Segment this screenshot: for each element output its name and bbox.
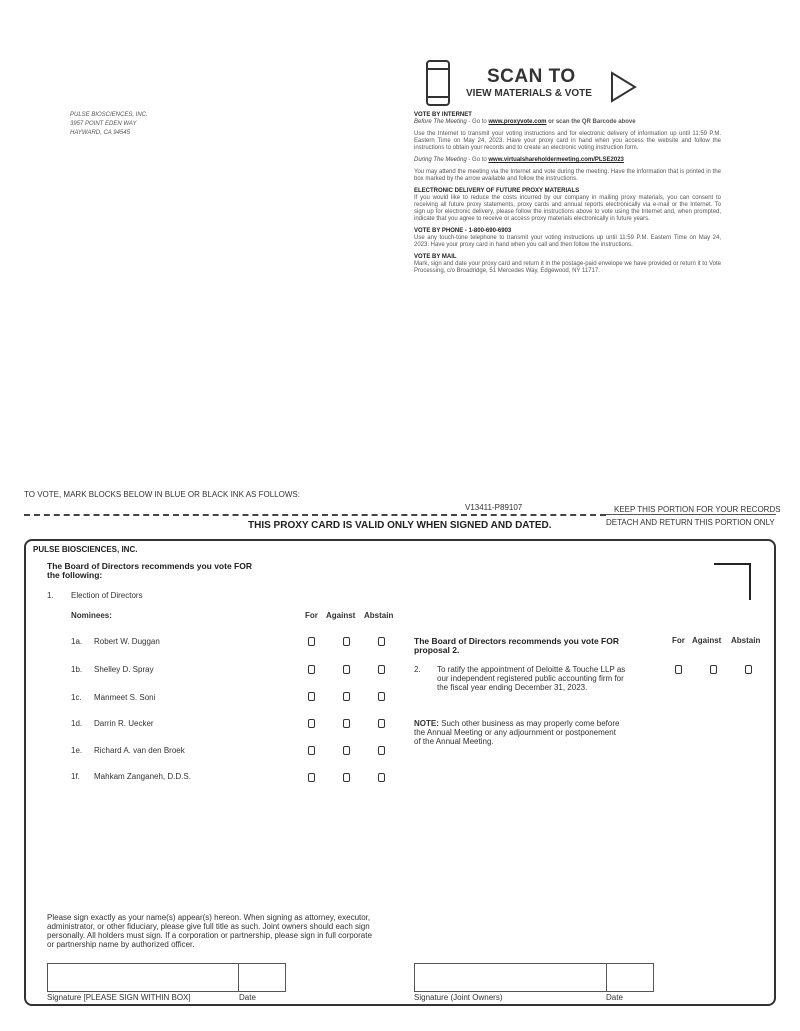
nominee-num: 1d.	[71, 719, 83, 728]
keep-portion-text: KEEP THIS PORTION FOR YOUR RECORDS	[614, 505, 781, 514]
before-meeting-line	[414, 119, 721, 126]
vote-against-checkbox[interactable]	[343, 746, 350, 755]
col-abstain-1: Abstain	[364, 611, 394, 620]
joint-date-label: Date	[606, 993, 623, 1002]
mail-heading: VOTE BY MAIL	[414, 254, 457, 260]
mark-instructions: TO VOTE, MARK BLOCKS BELOW IN BLUE OR BLACK INK AS FOLLOWS:	[24, 490, 300, 499]
scan-title: SCAN TO	[487, 66, 576, 87]
note-line2: the Annual Meeting or any adjournment or postponement	[414, 728, 616, 737]
recommendation-2-line2: proposal 2.	[414, 645, 460, 655]
signing-line2: administrator, or other fiduciary, please give full title as such. Joint owners should each sign	[47, 922, 370, 931]
col-against-2: Against	[692, 636, 722, 645]
vote-for-checkbox[interactable]	[308, 692, 315, 701]
signature-box[interactable]	[47, 963, 286, 992]
item-2-line2: our independent registered public accounting firm for	[437, 674, 624, 683]
vote-for-checkbox[interactable]	[308, 665, 315, 674]
note-line3: of the Annual Meeting.	[414, 737, 494, 746]
nominee-name: Shelley D. Spray	[94, 665, 154, 674]
during-meeting-label: During The Meeting	[414, 157, 467, 163]
edelivery-text: If you would like to reduce the costs incurred by our company in mailing proxy materials, you can consent to receiving all future proxy statements, proxy cards and annual reports electronically via e-mail or the Internet. To sign up for electronic delivery, please follow the instructions above to vote using the Internet and, when prompted, indicate that you agree to receive or access proxy materials electronically in future years.	[414, 195, 721, 222]
col-abstain-2: Abstain	[731, 636, 761, 645]
signing-line1: Please sign exactly as your name(s) appear(s) hereon. When signing as attorney, executor,	[47, 913, 371, 922]
vote-against-checkbox[interactable]	[343, 773, 350, 782]
smartphone-icon	[426, 60, 450, 106]
recommendation-2	[414, 637, 619, 655]
edelivery-heading: ELECTRONIC DELIVERY OF FUTURE PROXY MATERIALS	[414, 188, 580, 194]
joint-date-divider	[606, 963, 607, 992]
return-city: HAYWARD, CA 94545	[70, 130, 130, 136]
during-meeting-line	[414, 157, 721, 164]
signature-label: Signature [PLEASE SIGN WITHIN BOX]	[47, 993, 191, 1002]
item-1-number: 1.	[47, 591, 54, 600]
signing-instructions	[47, 913, 412, 949]
col-for-1: For	[305, 611, 318, 620]
vote-abstain-checkbox[interactable]	[378, 665, 385, 674]
date-divider	[238, 963, 239, 992]
address-corner-mark	[714, 563, 751, 600]
vote-against-checkbox[interactable]	[343, 692, 350, 701]
control-code: V13411-P89107	[465, 503, 523, 512]
vote-for-checkbox[interactable]	[308, 637, 315, 646]
play-arrow-icon	[610, 71, 638, 103]
col-against-1: Against	[326, 611, 356, 620]
detach-line	[24, 514, 606, 516]
return-company: PULSE BIOSCIENCES, INC.	[70, 112, 148, 118]
vote-for-checkbox[interactable]	[308, 719, 315, 728]
col-for-2: For	[672, 636, 685, 645]
vote-abstain-checkbox[interactable]	[378, 637, 385, 646]
nominee-name: Darrin R. Uecker	[94, 719, 154, 728]
vote-abstain-checkbox[interactable]	[378, 692, 385, 701]
signing-line4: or partnership name by authorized officer.	[47, 940, 195, 949]
vote-against-checkbox[interactable]	[343, 665, 350, 674]
nominees-label: Nominees:	[71, 611, 112, 620]
nominee-name: Richard A. van den Broek	[94, 746, 185, 755]
nominee-num: 1b.	[71, 665, 83, 674]
card-company: PULSE BIOSCIENCES, INC.	[33, 545, 138, 554]
detach-line-right	[606, 514, 776, 515]
vote-abstain-checkbox[interactable]	[378, 746, 385, 755]
phone-heading: VOTE BY PHONE - 1-800-690-6903	[414, 228, 512, 234]
nominee-name: Manmeet S. Soni	[94, 693, 156, 702]
nominee-name: Robert W. Duggan	[94, 637, 160, 646]
vote-for-checkbox[interactable]	[308, 773, 315, 782]
detach-portion-text: DETACH AND RETURN THIS PORTION ONLY	[606, 518, 775, 527]
return-street: 3957 POINT EDEN WAY	[70, 121, 137, 127]
note-text	[414, 719, 654, 746]
nominee-num: 1a.	[71, 637, 83, 646]
date-label: Date	[239, 993, 256, 1002]
return-address	[70, 111, 148, 138]
recommendation-1	[47, 562, 252, 580]
before-meeting-label: Before The Meeting	[414, 119, 467, 125]
recommendation-1-line1: The Board of Directors recommends you vote FOR	[47, 561, 252, 571]
joint-signature-label: Signature (Joint Owners)	[414, 993, 503, 1002]
item-1-label: Election of Directors	[71, 591, 143, 600]
voting-instructions	[414, 112, 721, 275]
item-2-text	[437, 665, 652, 692]
note-label: NOTE:	[414, 719, 439, 728]
vote-abstain-checkbox[interactable]	[378, 719, 385, 728]
joint-signature-box[interactable]	[414, 963, 654, 992]
item-2-line1: To ratify the appointment of Deloitte & Touche LLP as	[437, 665, 626, 674]
mail-text: Mark, sign and date your proxy card and return it in the postage-paid envelope we have provided or return it to Vote Processing, c/o Broadridge, 51 Mercedes Way, Edgewood, NY 11717.	[414, 261, 721, 274]
vote-against-checkbox[interactable]	[343, 719, 350, 728]
proposal-2-for-checkbox[interactable]	[675, 665, 682, 674]
note-line1	[414, 719, 654, 728]
before-meeting-text: Use the Internet to transmit your voting instructions and for electronic delivery of information up until 11:59 P.M. Eastern Time on May 24, 2023. Have your proxy card in hand when you access the website and follow the instructions to obtain your records and to create an electronic voting instruction form.	[414, 131, 721, 151]
internet-heading: VOTE BY INTERNET	[414, 112, 472, 118]
nominee-name: Mahkam Zanganeh, D.D.S.	[94, 772, 191, 781]
vote-for-checkbox[interactable]	[308, 746, 315, 755]
before-suffix: or scan the QR Barcode above	[546, 119, 636, 125]
nominee-num: 1e.	[71, 746, 83, 755]
proxyvote-link[interactable]: www.proxyvote.com	[488, 119, 547, 125]
item-2-number: 2.	[414, 665, 421, 674]
during-prefix: - Go to	[466, 157, 489, 163]
phone-text: Use any touch-tone telephone to transmit your voting instructions up until 11:59 P.M. Eastern Time on May 24, 2023. Have your proxy card in hand when you call and then follow the instructions.	[414, 235, 721, 248]
valid-notice: THIS PROXY CARD IS VALID ONLY WHEN SIGNED AND DATED.	[248, 520, 552, 531]
scan-banner	[413, 58, 723, 113]
item-2-line3: the fiscal year ending December 31, 2023.	[437, 683, 588, 692]
scan-subtitle: VIEW MATERIALS & VOTE	[466, 88, 592, 99]
proposal-2-abstain-checkbox[interactable]	[745, 665, 752, 674]
signing-line3: personally. All holders must sign. If a corporation or partnership, please sign in full corporate	[47, 931, 372, 940]
nominee-num: 1f.	[71, 772, 80, 781]
during-meeting-text: You may attend the meeting via the Internet and vote during the meeting. Have the information that is printed in the box marked by the arrow available and follow the instructions.	[414, 169, 721, 182]
recommendation-2-line1: The Board of Directors recommends you vote FOR	[414, 636, 619, 646]
proposal-2-against-checkbox[interactable]	[710, 665, 717, 674]
virtual-meeting-link[interactable]: www.virtualshareholdermeeting.com/PLSE2023	[488, 157, 624, 163]
before-prefix: - Go to	[466, 119, 489, 125]
recommendation-1-line2: the following:	[47, 570, 103, 580]
vote-abstain-checkbox[interactable]	[378, 773, 385, 782]
vote-against-checkbox[interactable]	[343, 637, 350, 646]
nominee-num: 1c.	[71, 693, 82, 702]
note-line1-text: Such other business as may properly come before	[438, 719, 620, 728]
